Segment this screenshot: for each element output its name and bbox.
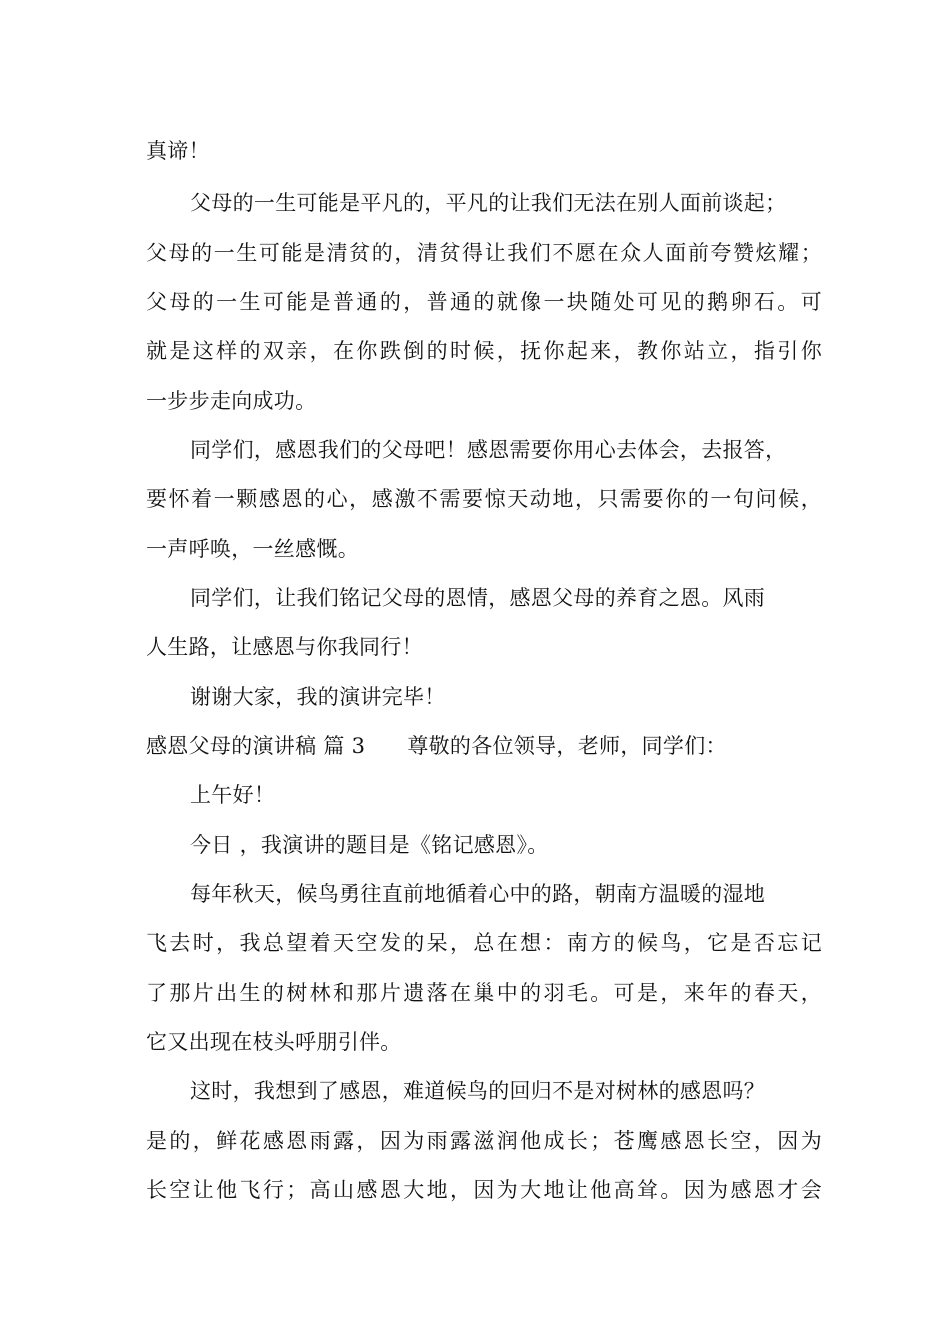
text-line: 飞去时，我总望着天空发的呆，总在想：南方的候鸟，它是否忘记 xyxy=(146,931,822,955)
text-line: 今日 ，我演讲的题目是《铭记感恩》。 xyxy=(190,833,549,857)
text-line: 要怀着一颗感恩的心，感激不需要惊天动地，只需要你的一句问候， xyxy=(146,487,822,511)
text-line: 父母的一生可能是清贫的，清贫得让我们不愿在众人面前夸赞炫耀； xyxy=(146,241,822,265)
text-line: 它又出现在枝头呼朋引伴。 xyxy=(146,1030,402,1054)
text-line: 同学们，感恩我们的父母吧！感恩需要你用心去体会，去报答， xyxy=(190,438,787,462)
text-line: 人生路，让感恩与你我同行！ xyxy=(146,635,423,659)
text-line: 上午好！ xyxy=(190,783,276,807)
section-title: 感恩父母的演讲稿 xyxy=(146,734,317,758)
text-line: 是的，鲜花感恩雨露，因为雨露滋润他成长；苍鹰感恩长空，因为 xyxy=(146,1129,822,1153)
salutation: 尊敬的各位领导，老师，同学们： xyxy=(407,734,727,758)
section-heading xyxy=(146,731,727,761)
text-line: 长空让他飞行；高山感恩大地，因为大地让他高耸。因为感恩才会 xyxy=(146,1178,822,1202)
section-number: 篇 3 xyxy=(323,734,366,758)
text-line: 了那片出生的树林和那片遗落在巢中的羽毛。可是，来年的春天， xyxy=(146,981,822,1005)
text-line: 这时，我想到了感恩，难道候鸟的回归不是对树林的感恩吗？ xyxy=(190,1079,766,1103)
text-line: 同学们，让我们铭记父母的恩情，感恩父母的养育之恩。风雨 xyxy=(190,586,766,610)
text-line: 真谛！ xyxy=(146,139,210,163)
text-line: 父母的一生可能是平凡的，平凡的让我们无法在别人面前谈起； xyxy=(190,191,787,215)
text-line: 每年秋天，候鸟勇往直前地循着心中的路，朝南方温暖的湿地 xyxy=(190,882,766,906)
text-line: 就是这样的双亲，在你跌倒的时候，抚你起来，教你站立，指引你 xyxy=(146,339,822,363)
text-line: 一声呼唤，一丝感慨。 xyxy=(146,537,359,561)
text-line: 谢谢大家，我的演讲完毕！ xyxy=(190,685,446,709)
text-line: 一步步走向成功。 xyxy=(146,389,317,413)
text-line: 父母的一生可能是普通的，普通的就像一块随处可见的鹅卵石。可 xyxy=(146,290,822,314)
